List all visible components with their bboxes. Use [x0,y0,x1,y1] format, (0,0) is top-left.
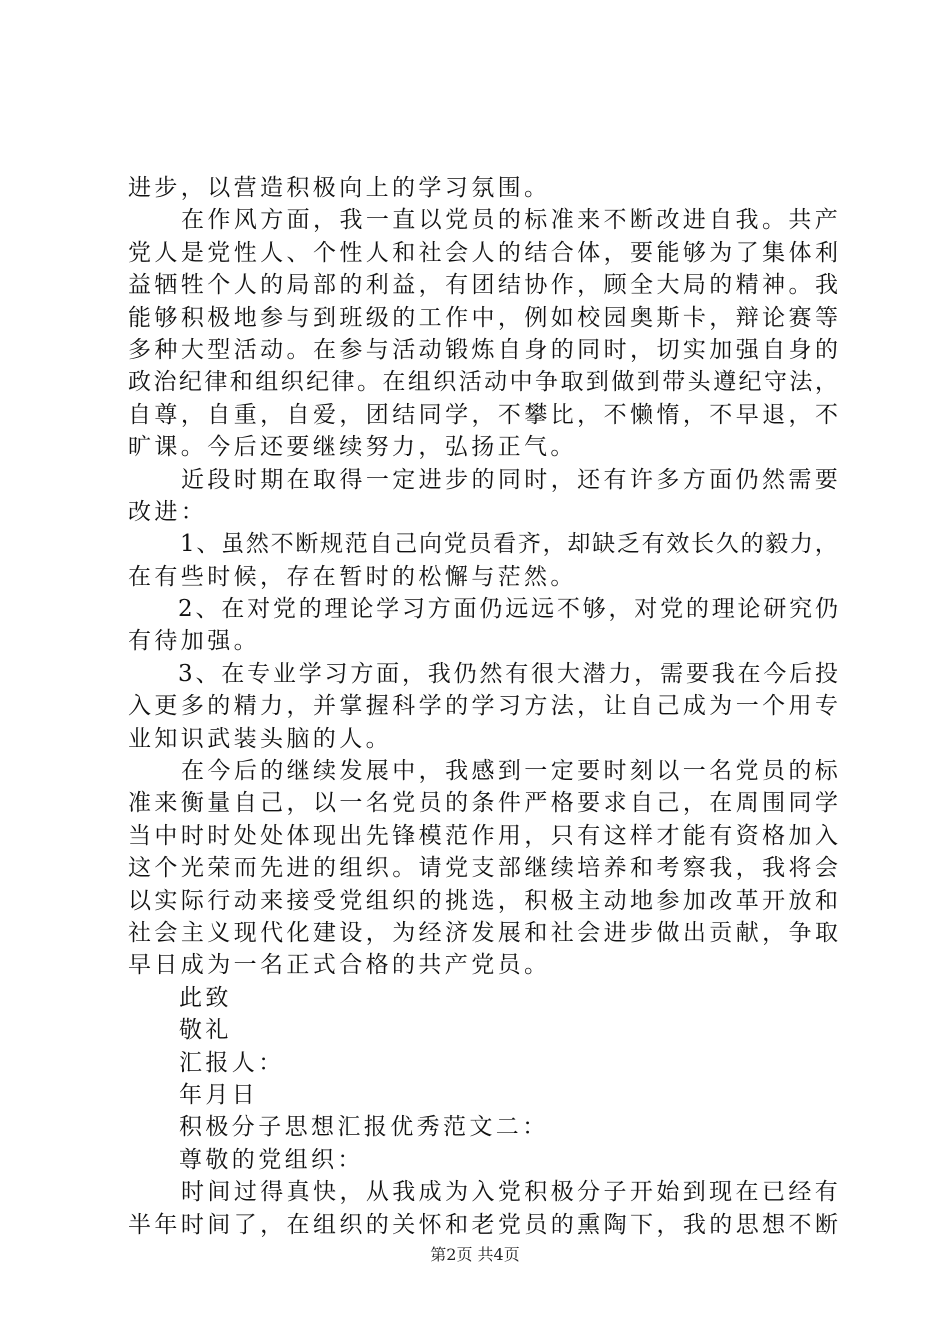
text-line: 近 段 时 期 在 取 得 一 定 进 步 的 同 时 ， 还 有 许 多 方 面 仍 然 需 要 [181,466,838,493]
text-line: 在 今 后 的 继 续 发 展 中 ， 我 感 到 一 定 要 时 刻 以 一 名 党 员 的 标 [181,758,838,785]
text-line: 益 牺 牲 个 人 的 局 部 的 利 益 ， 有 团 结 协 作 ， 顾 全 大 局 的 精 神 。 我 [128,272,838,299]
text-line: 旷课。今后还要继续努力，弘扬正气。 [128,434,577,461]
text-line: 党 人 是 党 性 人 、 个 性 人 和 社 会 人 的 结 合 体 ， 要 能 够 为 了 集 体 利 [128,239,838,266]
text-line: 在有些时候，存在暂时的松懈与茫然。 [128,563,577,590]
document-body [128,172,838,1241]
text-line: 当 中 时 时 处 处 体 现 出 先 锋 模 范 作 用 ， 只 有 这 样 才 能 有 资 格 加 入 [128,822,838,849]
text-line: 能 够 积 极 地 参 与 到 班 级 的 工 作 中 ， 例 如 校 园 奥 斯 卡 ， 辩 论 赛 等 [128,304,838,331]
section-heading: 积极分子思想汇报优秀范文二： [179,1114,549,1141]
text-line: 这 个 光 荣 而 先 进 的 组 织 。 请 党 支 部 继 续 培 养 和 考 察 我 ， 我 将 会 [128,855,838,882]
text-line: 半 年 时 间 了 ， 在 组 织 的 关 怀 和 老 党 员 的 熏 陶 下 ， 我 的 思 想 不 断 [128,1211,838,1238]
text-line: 进步，以营造积极向上的学习氛围。 [128,175,551,201]
date-line: 年月日 [179,1081,259,1108]
text-line: 改进： [128,498,208,525]
text-line: 多 种 大 型 活 动 。 在 参 与 活 动 锻 炼 自 身 的 同 时 ， 切 实 加 强 自 身 的 [128,336,838,363]
closing-line: 敬礼 [179,1017,232,1044]
text-line: 入 更 多 的 精 力 ， 并 掌 握 科 学 的 学 习 方 法 ， 让 自 己 成 为 一 个 用 专 [128,693,838,720]
closing-line: 此致 [179,984,232,1011]
text-line: 时 间 过 得 真 快 ， 从 我 成 为 入 党 积 极 分 子 开 始 到 现 在 已 经 有 [181,1179,838,1206]
text-line: 在 作 风 方 面 ， 我 一 直 以 党 员 的 标 准 来 不 断 改 进 自 我 。 共 产 [181,207,838,234]
text-line: 以 实 际 行 动 来 接 受 党 组 织 的 挑 选 ， 积 极 主 动 地 参 加 改 革 开 放 和 [128,887,838,914]
text-line: 1 、 虽 然 不 断 规 范 自 己 向 党 员 看 齐 ， 却 缺 乏 有 效 长 久 的 毅 力 ， [180,531,838,558]
text-line: 自 尊 ， 自 重 ， 自 爱 ， 团 结 同 学 ， 不 攀 比 ， 不 懒 惰 ， 不 早 退 ， 不 [128,401,838,428]
page-number-footer: 第2页 共4页 [430,1245,520,1264]
text-line: 社 会 主 义 现 代 化 建 设 ， 为 经 济 发 展 和 社 会 进 步 做 出 贡 献 ， 争 取 [128,919,838,946]
text-line: 有待加强。 [128,628,260,655]
salutation-line: 尊敬的党组织： [179,1146,364,1173]
signature-line: 汇报人： [179,1049,285,1076]
text-line: 2 、 在 对 党 的 理 论 学 习 方 面 仍 远 远 不 够 ， 对 党 的 理 论 研 究 仍 [178,596,838,623]
text-line: 3 、 在 专 业 学 习 方 面 ， 我 仍 然 有 很 大 潜 力 ， 需 要 我 在 今 后 投 [178,660,838,687]
text-line: 早日成为一名正式合格的共产党员。 [128,952,551,979]
text-line: 业知识武装头脑的人。 [128,725,392,752]
text-line: 准 来 衡 量 自 己 ， 以 一 名 党 员 的 条 件 严 格 要 求 自 己 ， 在 周 围 同 学 [128,790,838,817]
text-line: 政 治 纪 律 和 组 织 纪 律 。 在 组 织 活 动 中 争 取 到 做 到 带 头 遵 纪 守 法 ， [128,369,838,396]
